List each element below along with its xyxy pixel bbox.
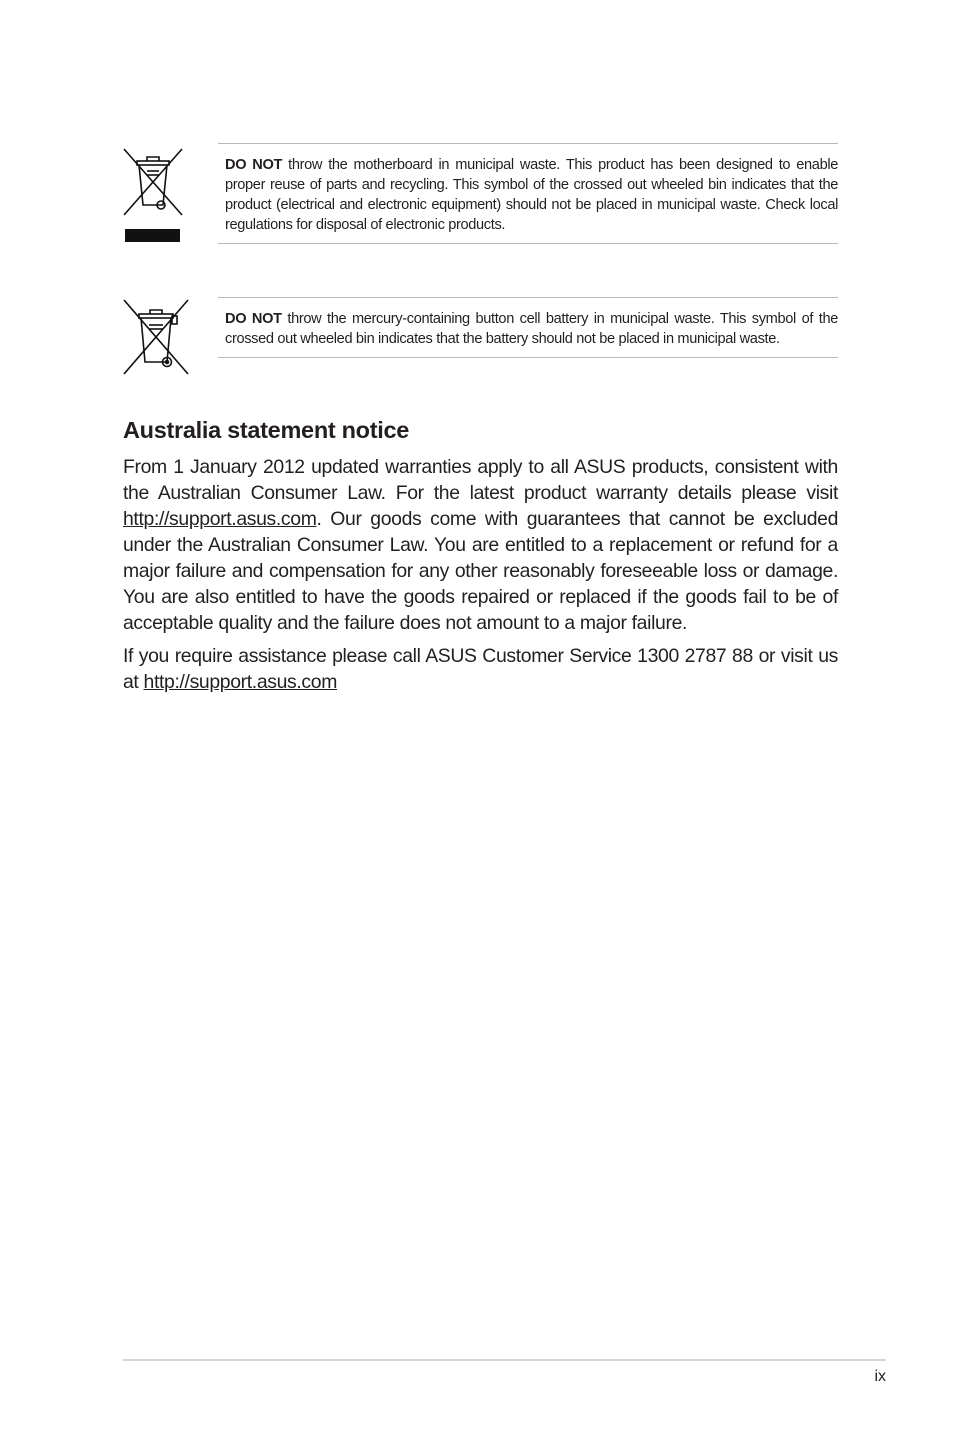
notice-text: throw the motherboard in municipal waste. This product has been designed to enable proper reuse of parts and recycling. This symbol of the crossed out wheeled bin indicates that the product (electrical and electronic equipment) should not be placed in municipal waste. Check local regulations for disposal of electronic products.	[225, 157, 838, 233]
notice-strong: DO NOT	[225, 157, 283, 173]
support-link[interactable]: http://support.asus.com	[123, 508, 317, 530]
support-link[interactable]: http://support.asus.com	[143, 671, 338, 693]
footer-rule	[123, 1359, 886, 1361]
page-number: ix	[874, 1368, 886, 1385]
crossed-out-wheeled-bin-icon	[121, 147, 185, 217]
bin-underline-bar	[125, 229, 180, 242]
notice-battery	[218, 297, 838, 358]
australia-paragraph-1	[123, 454, 838, 636]
crossed-out-wheeled-bin-battery-icon	[121, 298, 191, 376]
section-heading: Australia statement notice	[123, 417, 410, 443]
notice-motherboard	[218, 143, 838, 244]
paragraph-text: If you require assistance please call ASUS Customer Service 1300 2787 88 or visit us at	[123, 645, 838, 693]
paragraph-text: . Our goods come with guarantees that cannot be excluded under the Australian Consumer Law. You are entitled to a replacement or refund for a major failure and compensation for any other reasonably foreseeable loss or damage. You are also entitled to have the goods repaired or replaced if the goods fail to be of acceptable quality and the failure does not amount to a major failure.	[123, 508, 838, 634]
notice-strong: DO NOT	[225, 311, 282, 327]
paragraph-text: From 1 January 2012 updated warranties apply to all ASUS products, consistent with the Australian Consumer Law. For the latest product warranty details please visit	[123, 456, 838, 504]
notice-text: throw the mercury-containing button cell battery in municipal waste. This symbol of the crossed out wheeled bin indicates that the battery should not be placed in municipal waste.	[225, 311, 838, 347]
australia-paragraph-2	[123, 643, 838, 695]
